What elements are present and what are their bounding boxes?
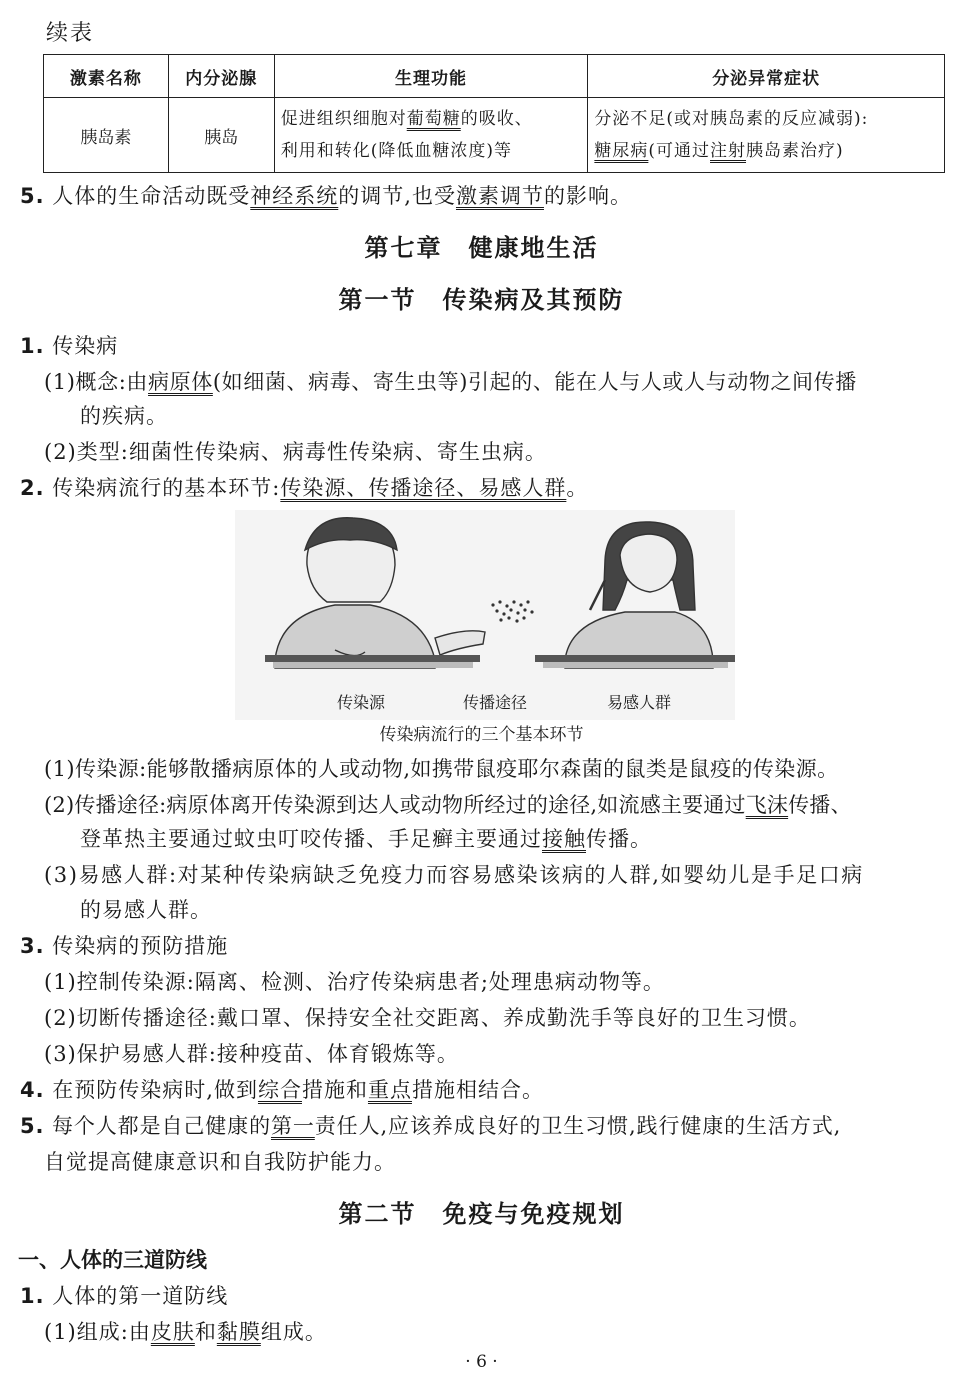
page-number: · 6 · — [465, 1352, 498, 1372]
desk-left — [265, 655, 480, 662]
item-text: 每个人都是自己健康的 — [51, 1114, 271, 1138]
item-text: 在预防传染病时,做到 — [52, 1078, 258, 1102]
three-lines-heading: 一、人体的三道防线 — [18, 1248, 207, 1272]
item-text: (如细菌、病毒、寄生虫等)引起的、能在人与人或人与动物之间传播 — [212, 370, 857, 394]
chapter-name: 健康地生活 — [468, 234, 599, 262]
item-5-health-2: 自觉提高健康意识和自我防护能力。 — [44, 1150, 396, 1174]
item-text: (1)组成:由 — [44, 1320, 151, 1344]
function-cell — [274, 98, 588, 173]
hormone-table — [43, 54, 945, 173]
link-source: (1)传染源:能够散播病原体的人或动物,如携带鼠疫耶尔森菌的鼠类是鼠疫的传染源。 — [44, 757, 839, 781]
first-line-heading — [20, 1280, 228, 1310]
underlined-term: 接触 — [542, 827, 586, 851]
item-number: 5. — [20, 1114, 45, 1138]
item-text: (2)传播途径:病原体离开传染源到达人或动物所经过的途径,如流感主要通过 — [44, 793, 746, 817]
underlined-term: 飞沫 — [745, 793, 789, 817]
section-number: 第一节 — [338, 286, 417, 314]
symptom-cell — [588, 98, 945, 173]
item-4-prevention — [20, 1074, 544, 1104]
item-5-regulation — [20, 180, 632, 210]
section-name: 传染病及其预防 — [442, 286, 625, 314]
chapter-number: 第七章 — [364, 234, 443, 262]
underlined-term: 病原体 — [148, 370, 213, 394]
underlined-term: 传染源、传播途径、易感人群 — [280, 476, 567, 500]
item-number: 1. — [20, 1284, 45, 1308]
table-header: 生理功能 — [274, 55, 588, 98]
underlined-term: 第一 — [270, 1114, 315, 1138]
function-text: 的吸收、 — [460, 109, 533, 129]
measure-3: (3)保护易感人群:接种疫苗、体育锻炼等。 — [44, 1042, 459, 1066]
link-route — [44, 789, 852, 819]
underlined-term: 综合 — [257, 1078, 302, 1102]
underlined-term: 黏膜 — [216, 1320, 261, 1344]
item-3-heading — [20, 930, 228, 960]
underlined-term: 激素调节 — [455, 184, 544, 208]
item-text: 措施和 — [301, 1078, 368, 1102]
symptom-text: 分泌不足(或对胰岛素的反应减弱): — [594, 109, 869, 129]
item-text: 传染病流行的基本环节: — [52, 476, 281, 500]
item-number: 4. — [20, 1078, 45, 1102]
first-line-composition — [44, 1316, 327, 1346]
item-text: 措施相结合。 — [411, 1078, 544, 1102]
symptom-underlined: 糖尿病 — [594, 141, 649, 161]
table-header: 激素名称 — [44, 55, 169, 98]
symptom-text: 胰岛素治疗) — [746, 141, 844, 161]
item-number: 1. — [20, 334, 45, 358]
measure-1: (1)控制传染源:隔离、检测、治疗传染病患者;处理患病动物等。 — [44, 970, 665, 994]
desk-right — [535, 655, 735, 662]
epidemic-illustration — [235, 510, 735, 720]
item-number: 3. — [20, 934, 45, 958]
item-text: 传染病 — [52, 334, 119, 358]
item-number: 2. — [20, 476, 45, 500]
table-header: 内分泌腺 — [168, 55, 274, 98]
table-header-row — [44, 55, 945, 98]
students-illustration — [235, 510, 735, 720]
item-text: 组成。 — [260, 1320, 327, 1344]
continued-label: 续表 — [46, 21, 95, 46]
item-text: 传播、 — [788, 793, 852, 817]
function-text: 促进组织细胞对 — [280, 109, 407, 129]
item-1-heading — [20, 330, 118, 360]
item-text: 传播。 — [586, 827, 652, 851]
table-row — [44, 98, 945, 173]
concept-line-2: 的疾病。 — [80, 404, 168, 428]
item-text: 传染病的预防措施 — [52, 934, 229, 958]
link-route-2 — [80, 823, 652, 853]
item-text: 人体的第一道防线 — [52, 1284, 229, 1308]
item-text: 的调节,也受 — [338, 184, 456, 208]
types-line: (2)类型:细菌性传染病、病毒性传染病、寄生虫病。 — [44, 440, 547, 464]
link-susceptible: (3)易感人群:对某种传染病缺乏免疫力而容易感染该病的人群,如婴幼儿是手足口病 — [44, 863, 864, 887]
gland-cell: 胰岛 — [168, 98, 274, 173]
section-number: 第二节 — [338, 1200, 417, 1228]
function-underlined: 葡萄糖 — [406, 109, 461, 129]
function-text: 利用和转化(降低血糖浓度)等 — [280, 141, 512, 161]
symptom-text: (可通过 — [648, 141, 711, 161]
link-susceptible-2: 的易感人群。 — [80, 898, 212, 922]
underlined-term: 皮肤 — [150, 1320, 195, 1344]
label-susceptible: 易感人群 — [607, 693, 672, 712]
item-text: 责任人,应该养成良好的卫生习惯,践行健康的生活方式, — [314, 1114, 842, 1138]
section-name: 免疫与免疫规划 — [442, 1200, 625, 1228]
item-text: 和 — [194, 1320, 217, 1344]
item-text: 的影响。 — [543, 184, 632, 208]
item-number: 5. — [20, 184, 45, 208]
label-source: 传染源 — [337, 693, 386, 712]
label-route: 传播途径 — [463, 693, 528, 712]
chapter-title — [0, 228, 963, 263]
underlined-term: 重点 — [367, 1078, 412, 1102]
figure-caption: 传染病流行的三个基本环节 — [379, 725, 584, 745]
measure-2: (2)切断传播途径:戴口罩、保持安全社交距离、养成勤洗手等良好的卫生习惯。 — [44, 1006, 811, 1030]
section-1-title — [0, 280, 963, 315]
underlined-term: 神经系统 — [250, 184, 339, 208]
item-text: 登革热主要通过蚊虫叮咬传播、手足癣主要通过 — [80, 827, 542, 851]
section-2-title — [0, 1194, 963, 1229]
concept-line — [44, 366, 857, 396]
item-text: 人体的生命活动既受 — [52, 184, 251, 208]
item-text: (1)概念:由 — [44, 370, 149, 394]
symptom-underlined: 注射 — [710, 141, 747, 161]
item-5-health — [20, 1110, 841, 1140]
item-text: 。 — [566, 476, 589, 500]
hormone-name-cell: 胰岛素 — [44, 98, 169, 173]
item-2-links — [20, 472, 588, 502]
table-header: 分泌异常症状 — [588, 55, 945, 98]
